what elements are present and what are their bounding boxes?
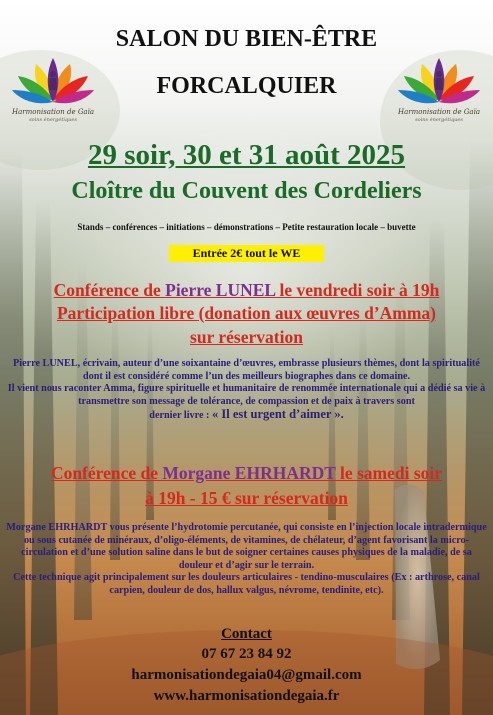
conference2-when: le samedi soir xyxy=(335,463,443,483)
conference1-reservation-text: sur réservation xyxy=(190,327,303,347)
event-city: FORCALQUIER xyxy=(156,73,337,99)
contact-email: harmonisationdegaia04@gmail.com xyxy=(131,667,362,683)
logo-name: Harmonisation de Gaïa xyxy=(397,108,480,116)
entry-price-badge: Entrée 2€ tout le WE xyxy=(169,245,324,262)
conference2-desc1: Morgane EHRHARDT vous présente l’hydrotomie percutanée, qui consiste en l’injection locale intradermique ou sous cutanée de minéraux, d’oligo-éléments, de vitamines, de chélateur, d’agent favorisant la micro-circulation et d’une solution saline dans le but de soigner certaines causes physiques de la maladie, de sa douleur et d’agir sur le terrain. xyxy=(6,522,487,571)
event-venue: Cloître du Couvent des Cordeliers xyxy=(71,178,422,204)
conference2-speaker: Morgane EHRHARDT xyxy=(162,463,336,483)
conference1-participation xyxy=(0,303,493,324)
logo-tagline: soins énergétiques xyxy=(29,117,77,123)
conference2-time-price-text: à 19h - 15 € sur réservation xyxy=(145,488,348,508)
conference1-speaker: Pierre LUNEL xyxy=(165,280,276,300)
conference1-reservation xyxy=(0,327,493,348)
conference1-heading xyxy=(0,280,493,301)
contact-website: www.harmonisationdegaia.fr xyxy=(153,688,340,704)
conference2-prefix: Conférence de xyxy=(50,463,163,483)
contact-title: Contact xyxy=(221,626,272,642)
conference1-when: le vendredi soir à 19h xyxy=(275,280,440,300)
event-title: SALON DU BIEN-ÊTRE xyxy=(115,26,378,52)
conference2-desc2: Cette technique agit principalement sur les douleurs articulaires - tendino-musculaires (Ex : arthrose, canal carpien, douleur de dos, hallux valgus, névrome, tendinite, etc). xyxy=(13,572,480,596)
conference1-desc1: Pierre LUNEL, écrivain, auteur d’une soixantaine d’œuvres, embrasse plusieurs thèmes, dont la spiritualité dont il est considéré comme l’un des meilleurs biographes dans ce domaine. xyxy=(13,358,480,382)
conference1-participation-text: Participation libre (donation aux œuvres d’Amma) xyxy=(56,303,436,323)
logo-tagline: soins énergétiques xyxy=(415,117,463,123)
logo-name: Harmonisation de Gaïa xyxy=(11,108,94,116)
conference1-desc3: dernier livre : xyxy=(149,410,212,422)
conference2-description xyxy=(5,522,488,598)
event-dates-text: 29 soir, 30 et 31 août 2025 xyxy=(87,139,406,171)
conference2-time-price xyxy=(0,488,493,509)
conference2-heading xyxy=(0,463,493,484)
conference1-desc2: Il vient nous raconter Amma, figure spirituelle et humanitaire de renommée internationale qui a dédié sa vie à transmettre son message de tolérance, de compassion et de paix à travers sont xyxy=(7,383,486,407)
contact-phone: 07 67 23 84 92 xyxy=(201,646,292,662)
conference1-description xyxy=(5,358,488,423)
event-dates xyxy=(0,139,493,172)
conference1-prefix: Conférence de xyxy=(53,280,166,300)
conference1-book: « Il est urgent d’aimer ». xyxy=(212,407,344,422)
event-activities: Stands – conférences – initiations – démonstrations – Petite restauration locale – buvette xyxy=(77,222,416,232)
